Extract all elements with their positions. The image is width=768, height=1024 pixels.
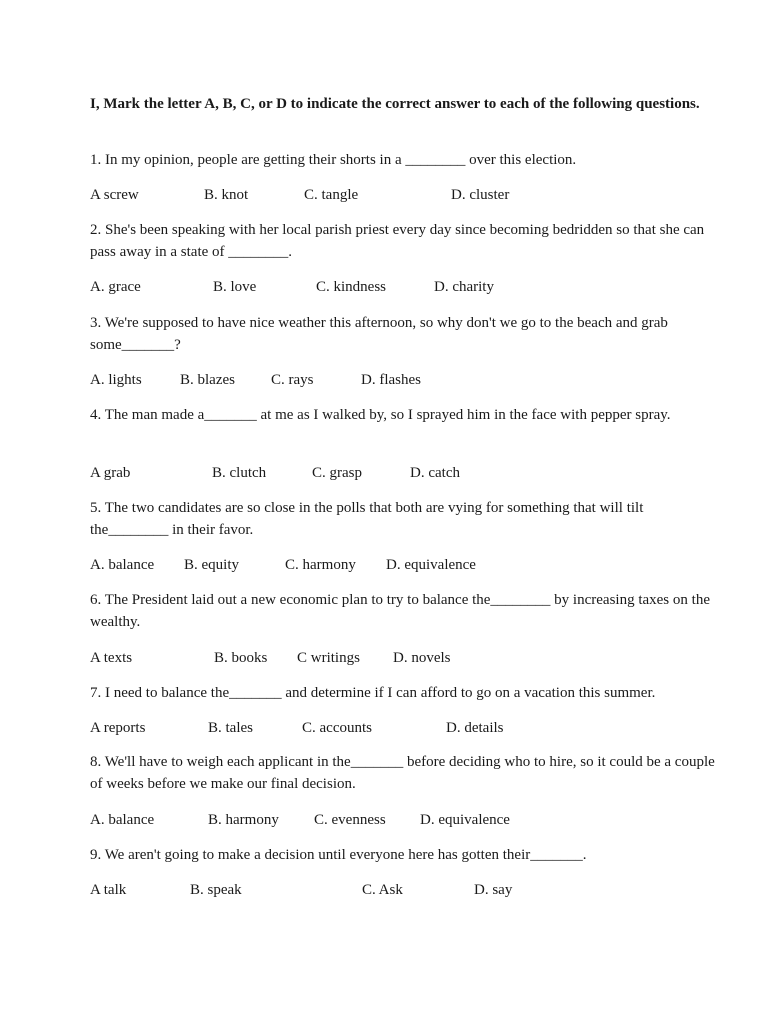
question-6-options xyxy=(90,647,710,669)
question-1-options xyxy=(90,184,710,206)
question-5-option-a: A. balance xyxy=(90,557,155,573)
question-4-option-d: D. catch xyxy=(410,465,460,481)
question-3-option-a: A. lights xyxy=(90,372,142,388)
question-6-option-d: D. novels xyxy=(393,650,451,666)
question-3-option-d: D. flashes xyxy=(361,372,421,388)
question-2-text: 2. She's been speaking with her local parish priest every day since becoming bedridden so that she can pass away in a state of ________. xyxy=(90,222,705,260)
question-7-option-d: D. details xyxy=(446,720,504,736)
question-8-option-c: C. evenness xyxy=(314,812,386,828)
question-8-options xyxy=(90,809,710,831)
question-4-text: 4. The man made a_______ at me as I walked by, so I sprayed him in the face with pepper spray. xyxy=(90,407,671,423)
question-2-option-c: C. kindness xyxy=(316,279,387,295)
question-9-option-c: C. Ask xyxy=(362,882,403,898)
question-1-text: 1. In my opinion, people are getting their shorts in a ________ over this election. xyxy=(90,152,577,168)
question-4-option-b: B. clutch xyxy=(212,465,267,481)
question-7-options xyxy=(90,717,710,739)
question-6-option-a: A texts xyxy=(90,650,133,666)
question-9-option-b: B. speak xyxy=(190,882,242,898)
question-1-option-b: B. knot xyxy=(204,187,249,203)
question-2-option-b: B. love xyxy=(213,279,257,295)
question-8-option-d: D. equivalence xyxy=(420,812,510,828)
question-8-text: 8. We'll have to weigh each applicant in the_______ before deciding who to hire, so it could be a couple of weeks before we make our final decision. xyxy=(90,754,715,792)
question-5-option-d: D. equivalence xyxy=(386,557,476,573)
question-8-option-a: A. balance xyxy=(90,812,155,828)
question-6-option-c: C writings xyxy=(297,650,360,666)
question-4-option-c: C. grasp xyxy=(312,465,362,481)
question-7-option-c: C. accounts xyxy=(302,720,372,736)
question-2-option-a: A. grace xyxy=(90,279,141,295)
question-8-option-b: B. harmony xyxy=(208,812,279,828)
question-9-options xyxy=(90,879,710,901)
question-1-option-a: A screw xyxy=(90,187,139,203)
question-9-option-d: D. say xyxy=(474,882,513,898)
question-7-text: 7. I need to balance the_______ and determine if I can afford to go on a vacation this summer. xyxy=(90,685,656,701)
question-2-option-d: D. charity xyxy=(434,279,494,295)
question-6-text: 6. The President laid out a new economic plan to try to balance the________ by increasing taxes on the wealthy. xyxy=(90,592,710,630)
question-1-option-d: D. cluster xyxy=(451,187,510,203)
question-3-options xyxy=(90,369,710,391)
question-9-option-a: A talk xyxy=(90,882,127,898)
question-5-text: 5. The two candidates are so close in the polls that both are vying for something that will tilt the________ in their favor. xyxy=(90,500,644,538)
question-3-text: 3. We're supposed to have nice weather this afternoon, so why don't we go to the beach and grab some_______? xyxy=(90,315,668,353)
question-1-option-c: C. tangle xyxy=(304,187,359,203)
question-7-option-a: A reports xyxy=(90,720,146,736)
instructions-heading: I, Mark the letter A, B, C, or D to indicate the correct answer to each of the following questions. xyxy=(90,96,700,112)
question-7-option-b: B. tales xyxy=(208,720,253,736)
question-3-option-b: B. blazes xyxy=(180,372,235,388)
question-9-text: 9. We aren't going to make a decision until everyone here has gotten their_______. xyxy=(90,847,587,863)
question-5-option-c: C. harmony xyxy=(285,557,356,573)
question-3-option-c: C. rays xyxy=(271,372,314,388)
question-2-options xyxy=(90,276,710,298)
question-4-options xyxy=(90,462,710,484)
question-5-option-b: B. equity xyxy=(184,557,239,573)
question-4-option-a: A grab xyxy=(90,465,131,481)
question-5-options xyxy=(90,554,710,576)
question-6-option-b: B. books xyxy=(214,650,268,666)
